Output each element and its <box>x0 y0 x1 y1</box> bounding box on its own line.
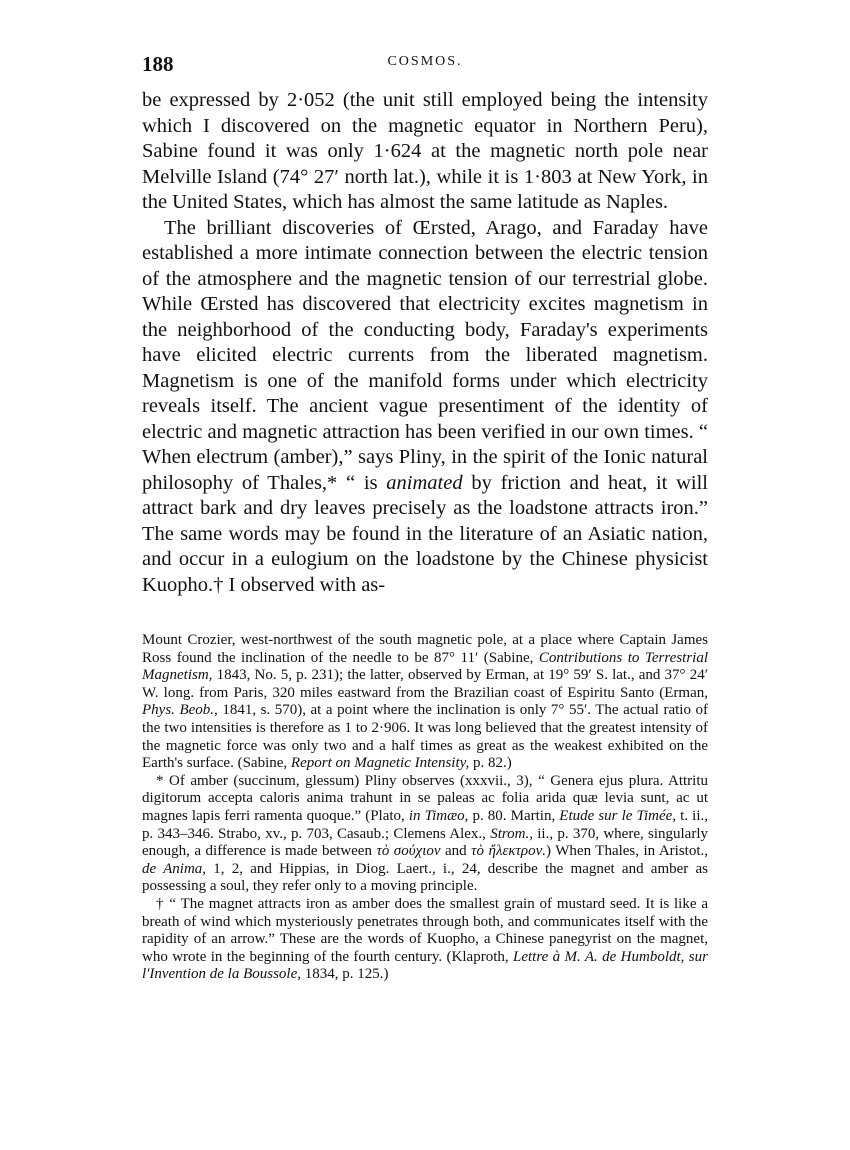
footnote-text: 1834, p. 125.) <box>301 966 389 983</box>
footnote-citation: Etude sur le Timée, <box>559 807 677 824</box>
footnote-text: Mount Crozier, west-northwest of the south magnetic pole, at a place where Captain James Ross found the inclination of the needle to be 87° 11′ (Sabine, <box>142 632 708 666</box>
emphasized-word: animated <box>386 471 463 494</box>
footnote-magnet <box>142 896 708 984</box>
footnote-text: t. ii., p. 343–346. Strabo, xv., p. 703, Casaub.; Clemens Alex., <box>142 807 708 842</box>
footnote-continued <box>142 632 708 773</box>
footnote-text: and <box>440 843 472 860</box>
footnote-text: ii., p. 370, where, singularly enough, a difference is made between <box>142 825 708 860</box>
paragraph-intensity: be expressed by 2·052 (the unit still employed being the intensity which I discovered on the magnetic equator in Northern Peru), Sabine found it was only 1·624 at the magnetic north pole near Melville Island (74° 27′ north lat.), while it is 1·803 at New York, in the United States, which has almost the same latitude as Naples. <box>142 89 708 213</box>
footnote-citation: de Anima, <box>142 860 207 877</box>
paragraph-text: The brilliant discoveries of Œrsted, Arago, and Faraday have established a more intimate connection between the electric tension of the atmosphere and the magnetic tension of our terrestrial globe. While Œrsted has discovered that electricity excites magnetism in the neighborhood of the conducting body, Faraday's experiments have elicited electric currents from the liberated magnetism. Magnetism is one of the manifold forms under which electricity reveals itself. The ancient vague presentiment of the identity of electric and magnetic attraction has been verified in our own times. “ When electrum (amber),” says Pliny, in the spirit of the Ionic natural philosophy of Thales,* “ is <box>142 216 708 494</box>
running-title: COSMOS. <box>387 54 463 69</box>
footnote-citation: Report on Magnetic Intensity, <box>290 755 470 772</box>
book-page <box>142 52 708 984</box>
greek-term: τὸ σούχιον <box>376 843 441 860</box>
main-text <box>142 88 708 598</box>
footnote-text: 1843, No. 5, p. 231); the latter, observed by Erman, at 19° 59′ S. lat., and 37° 24′ W. long. from Paris, 320 miles eastward from the Brazilian coast of Espiritu Santo (Erman, <box>142 667 708 701</box>
footnote-amber <box>142 773 708 896</box>
footnote-text: † “ The magnet attracts iron as amber does the smallest grain of mustard seed. It is like a breath of wind which mysteriously penetrates through both, and communicates itself with the rapidity of an arrow.” These are the words of Kuopho, a Chinese panegyrist on the magnet, who wrote in the beginning of the fourth century. (Klaproth, <box>142 895 708 965</box>
footnote-citation: Strom., <box>490 825 533 842</box>
footnote-text: * Of amber (succinum, glessum) Pliny observes (xxxvii., 3), “ Genera ejus plura. Attritu digitorum accepta caloris anima trahunt in se paleas ac folia arida quæ levia sunt, ac ut magnes lapis ferri ramenta quoque.” (Plato, <box>142 772 708 824</box>
footnotes <box>142 632 708 984</box>
footnote-citation: Contributions to Terrestrial Magnetism, <box>142 649 709 684</box>
footnote-text: ) When Thales, in Aristot., <box>546 843 708 860</box>
paragraph-text: by friction and heat, it will attract bark and dry leaves precisely as the loadstone attracts iron.” The same words may be found in the literature of an Asiatic nation, and occur in a eulogium on the loadstone by the Chinese physicist Kuopho.† I observed with as- <box>142 471 708 596</box>
footnote-citation: Phys. Beob., <box>142 702 218 719</box>
paragraph-electricity-magnetism <box>142 216 708 599</box>
page-number: 188 <box>142 52 174 76</box>
footnote-citation: in Timæo, <box>408 807 469 824</box>
greek-term: τὸ ἤλεκτρον. <box>471 843 547 860</box>
footnote-text: 1841, s. 570), at a point where the inclination is only 7° 55′. The actual ratio of the two intensities is therefore as 1 to 2·906. It was long believed that the greatest intensity of the magnetic force was only two and a half times as great as the weakest exhibited on the Earth's surface. (Sabine, <box>142 702 708 772</box>
footnote-text: 1, 2, and Hippias, in Diog. Laert., i., 24, describe the magnet and amber as possessing a soul, they refer only to a moving principle. <box>142 860 708 895</box>
footnote-text: p. 80. Martin, <box>468 807 560 824</box>
footnote-text: p. 82.) <box>469 755 512 772</box>
page-header <box>142 52 708 88</box>
footnote-citation: Lettre à M. A. de Humboldt, sur l'Invention de la Boussole, <box>142 948 708 983</box>
